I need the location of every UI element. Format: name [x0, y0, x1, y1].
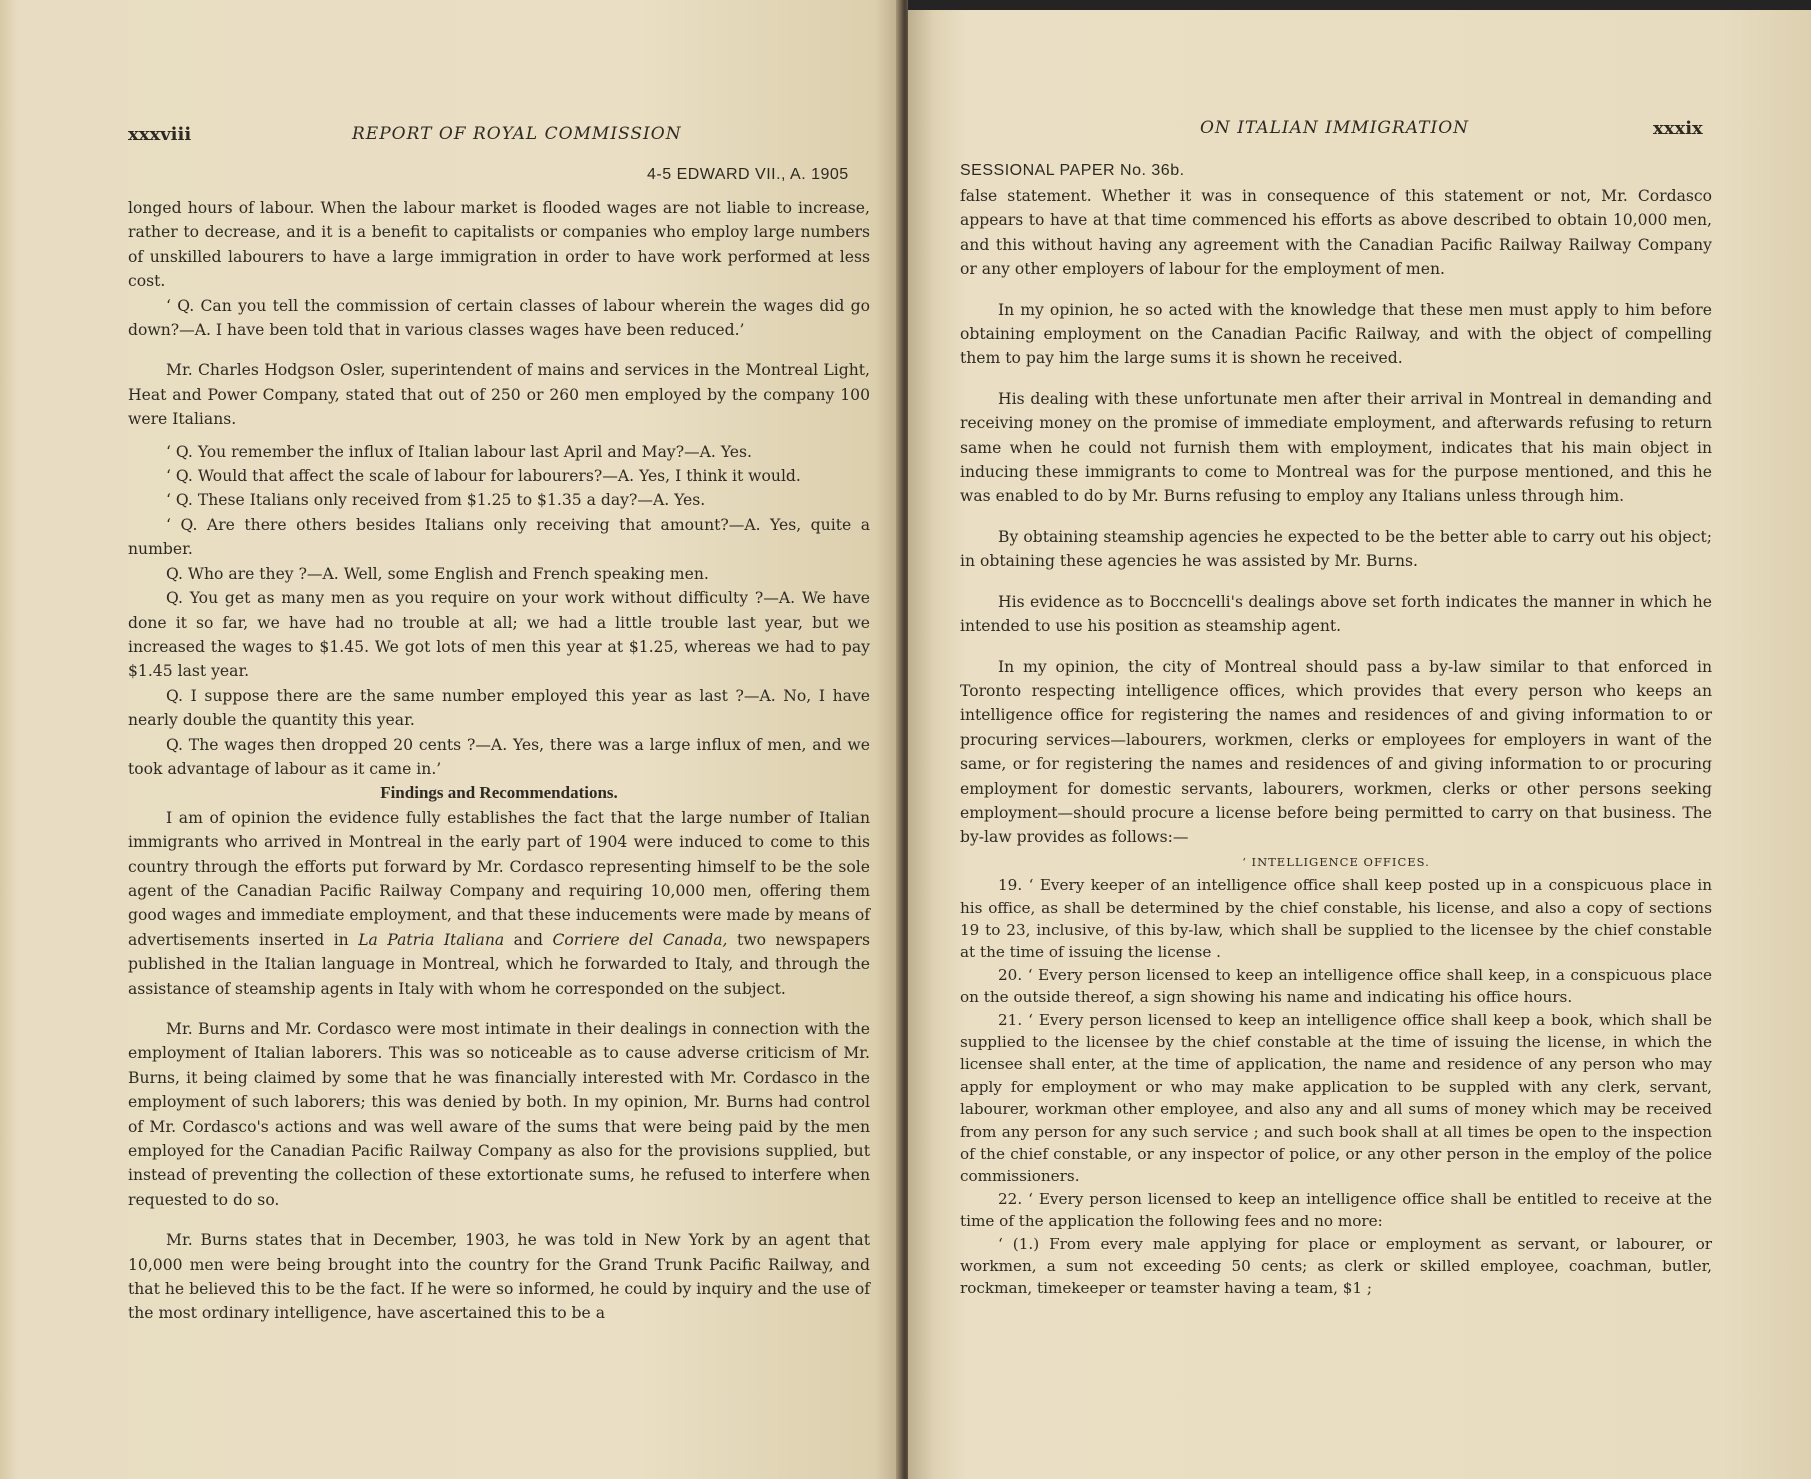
- right-page: [908, 0, 1811, 1479]
- paragraph: His dealing with these unfortunate men after their arrival in Montreal in demanding and receiving money on the promise of immediate employment, and afterwards refusing to return same when he could not furnish them with employment, indicates that his main object in inducing these immigrants to come to Montreal was for the purpose mentioned, and this he was enabled to do by Mr. Burns refusing to employ any Italians unless through him.: [960, 389, 1712, 506]
- bylaw-section: 20. ‘ Every person licensed to keep an intelligence office shall keep, in a conspicuous place on the outside thereof, a sign showing his name and indicating his office hours.: [960, 965, 1712, 1007]
- paragraph: In my opinion, the city of Montreal should pass a by-law similar to that enforced in Toronto respecting intelligence offices, which provides that every person who keeps an intelligence office for registering the names and residences of and giving information to or procuring services—labourers, workmen, clerks or employees for employers in want of the same, or for registering the names and residences of and giving information to or procuring employment for domestic servants, labourers, workmen, clerks or other persons seeking employment—should procure a license before being permitted to carry on that business. The by-law provides as follows:—: [960, 657, 1712, 847]
- paragraph: Mr. Burns states that in December, 1903, he was told in New York by an agent that 10,000 men were being brought into the country for the Grand Trunk Pacific Railway, and that he believed this to be the fact. If he were so informed, he could by inquiry and the use of the most ordinary intelligence, have ascertained this to be a: [128, 1231, 870, 1323]
- paragraph: Mr. Charles Hodgson Osler, superintendent of mains and services in the Montreal Light, Heat and Power Company, stated that out of 250 or 260 men employed by the company 100 were Italians.: [128, 361, 870, 429]
- bylaw-section: 21. ‘ Every person licensed to keep an intelligence office shall keep a book, which shall be supplied to the licensee by the chief constable at the time of issuing the license, in which the licensee shall enter, at the time of application, the name and residence of any person who may apply for employment or who may make application to be suppled with any clerk, servant, labourer, workman other employee, and also any and all sums of money which may be received from any person for any such service ; and such book shall at all times be open to the inspection of the chief constable, or any inspector of police, or any other person in the employ of the police commissioners.: [960, 1010, 1712, 1186]
- paragraph: ‘ Q. Can you tell the commission of certain classes of labour wherein the wages did go down?—A. I have been told that in various classes wages have been reduced.’: [128, 296, 870, 340]
- bylaw-section: 22. ‘ Every person licensed to keep an intelligence office shall be entitled to receive at the time of the application the following fees and no more:: [960, 1189, 1712, 1231]
- paragraph: Mr. Burns and Mr. Cordasco were most intimate in their dealings in connection with the employment of Italian laborers. This was so noticeable as to cause adverse criticism of Mr. Burns, it being claimed by some that he was financially interested with Mr. Cordasco in the employment of such laborers; this was denied by both. In my opinion, Mr. Burns had control of Mr. Cordasco's actions and was well aware of the sums that were being paid by the men employed for the Canadian Pacific Railway Company as also for the provisions supplied, but instead of preventing the collection of these extortionate sums, he refused to interfere when requested to do so.: [128, 1020, 870, 1209]
- paragraph: By obtaining steamship agencies he expected to be the better able to carry out his object; in obtaining these agencies he was assisted by Mr. Burns.: [960, 527, 1712, 571]
- left-running-head: [0, 124, 902, 152]
- paragraph: longed hours of labour. When the labour market is flooded wages are not liable to increase, rather to decrease, and it is a benefit to capitalists or companies who employ large numbers of unskilled labourers to have a large immigration in order to have work performed at less cost.: [128, 199, 870, 291]
- edition-line: 4-5 EDWARD VII., A. 1905: [647, 166, 849, 183]
- bylaw-heading: ‘ INTELLIGENCE OFFICES.: [1242, 854, 1430, 869]
- bylaw-text: [960, 874, 1712, 1300]
- bylaw-section: 19. ‘ Every keeper of an intelligence office shall keep posted up in a conspicuous place in his office, as shall be determined by the chief constable, his license, and also a copy of sections 19 to 23, inclusive, of this by-law, which shall be supplied to the licensee by the chief constable at the time of issuing the license .: [960, 876, 1712, 962]
- left-running-title: REPORT OF ROYAL COMMISSION: [352, 124, 682, 144]
- top-edge-shadow: [908, 0, 1811, 10]
- left-folio: xxxviii: [128, 124, 192, 145]
- left-page: [0, 0, 902, 1479]
- right-text-column: [960, 184, 1712, 1300]
- paragraph: His evidence as to Boccncelli's dealings above set forth indicates the manner in which he intended to use his position as steamship agent.: [960, 592, 1712, 636]
- paragraph: ‘ Q. Would that affect the scale of labour for labourers?—A. Yes, I think it would.: [166, 467, 801, 486]
- paragraph: ‘ Q. Are there others besides Italians only receiving that amount?—A. Yes, quite a number.: [128, 515, 870, 559]
- paragraph: Q. Who are they ?—A. Well, some English and French speaking men.: [166, 564, 709, 583]
- paragraph: ‘ Q. You remember the influx of Italian labour last April and May?—A. Yes.: [166, 442, 752, 461]
- paragraph: Q. You get as many men as you require on your work without difficulty ?—A. We have done it so far, we have had no trouble at all; we had a little trouble last year, but we increased the wages to $1.45. We got lots of men this year at $1.25, whereas we had to pay $1.45 last year.: [128, 589, 870, 681]
- paragraph: false statement. Whether it was in consequence of this statement or not, Mr. Cordasco appears to have at that time commenced his efforts as above described to obtain 10,000 men, and this without having any agreement with the Canadian Pacific Railway Railway Company or any other employers of labour for the employment of men.: [960, 187, 1712, 279]
- paragraph: I am of opinion the evidence fully establishes the fact that the large number of Italian immigrants who arrived in Montreal in the early part of 1904 were induced to come to this country through the efforts put forward by Mr. Cordasco representing himself to be the sole agent of the Canadian Pacific Railway Company and requiring 10,000 men, offering them good wages and immediate employment, and that these inducements were made by means of advertisements inserted in La Patria Italiana and Corriere del Canada, two newspapers published in the Italian language in Montreal, which he forwarded to Italy, and through the assistance of steamship agents in Italy with whom he corresponded on the subject.: [128, 808, 870, 998]
- right-running-head: [908, 118, 1811, 146]
- paragraph: In my opinion, he so acted with the knowledge that these men must apply to him before obtaining employment on the Canadian Pacific Railway, and with the object of compelling them to pay him the large sums it is shown he received.: [960, 300, 1712, 368]
- bylaw-section: ‘ (1.) From every male applying for place or employment as servant, or labourer, or workmen, a sum not exceeding 50 cents; as clerk or skilled employee, coachman, butler, rockman, timekeeper or teamster having a team, $1 ;: [960, 1234, 1712, 1298]
- sessional-line: SESSIONAL PAPER No. 36b.: [960, 162, 1185, 179]
- paragraph: Q. The wages then dropped 20 cents ?—A. Yes, there was a large influx of men, and we took advantage of labour as it came in.’: [128, 735, 870, 778]
- right-folio: xxxix: [1653, 118, 1703, 139]
- paragraph: Q. I suppose there are the same number employed this year as last ?—A. No, I have nearly double the quantity this year.: [128, 686, 870, 730]
- paragraph: ‘ Q. These Italians only received from $1.25 to $1.35 a day?—A. Yes.: [166, 491, 706, 510]
- section-heading: Findings and Recommendations.: [380, 783, 618, 803]
- left-text-column: [128, 196, 870, 1326]
- right-running-title: ON ITALIAN IMMIGRATION: [1200, 118, 1470, 138]
